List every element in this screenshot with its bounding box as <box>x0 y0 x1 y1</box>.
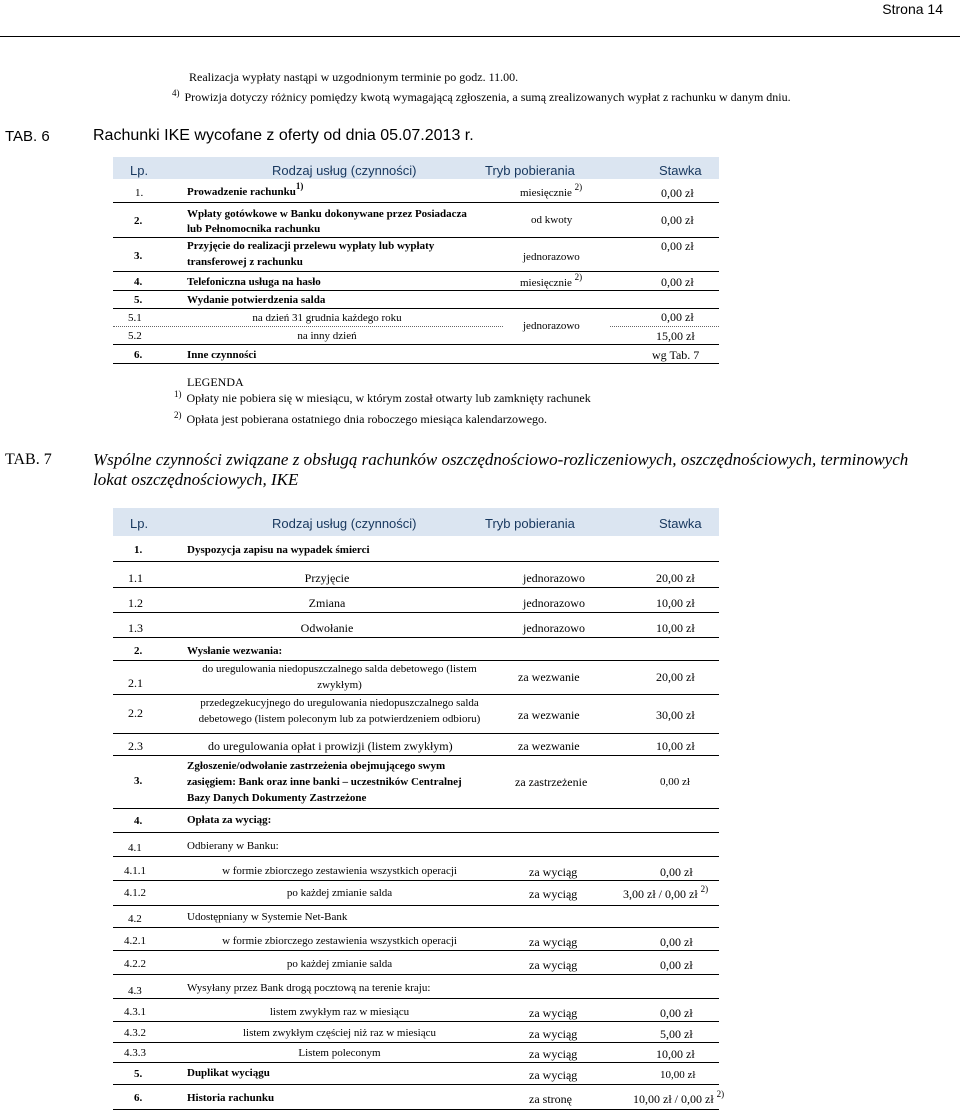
tab7-row-3-service-l3: Bazy Danych Dokumenty Zastrzeżone <box>187 792 367 804</box>
tab7-row-12-service: Zmiana <box>308 596 346 610</box>
tab7-row-43-service: Wysyłany przez Bank drogą pocztową na terenie kraju: <box>187 982 431 994</box>
tab7-row-5-mode: za wyciąg <box>529 1068 578 1082</box>
tab7-row-6-rate <box>633 1089 725 1106</box>
service-text: Prowadzenie rachunku <box>187 186 296 198</box>
tab7-row-6-mode: za stronę <box>529 1092 572 1106</box>
tab7-row-23-rate: 10,00 zł <box>656 739 695 753</box>
tab7-row-411-rate: 0,00 zł <box>660 865 693 879</box>
tab7-row-411-lp: 4.1.1 <box>124 865 146 877</box>
tab7-row-21-mode: za wezwanie <box>518 670 580 684</box>
tab7-row-42-lp: 4.2 <box>128 913 142 925</box>
tab7-row-433-lp: 4.3.3 <box>124 1047 146 1059</box>
tab7-row-6-service: Historia rachunku <box>187 1092 275 1104</box>
tab7-row-4-service: Opłata za wyciąg: <box>187 814 272 826</box>
tab7-row-412-mode: za wyciąg <box>529 887 578 901</box>
row-divider <box>113 694 719 695</box>
tab7-title: Wspólne czynności związane z obsługą rachunków oszczędnościowo-rozliczeniowych, oszczędnościowych, terminowych lokat oszczędnościowych, IKE <box>93 450 909 489</box>
legend-item-1 <box>174 389 591 405</box>
row-divider <box>113 1109 719 1110</box>
tab7-row-2-service: Wysłanie wezwania: <box>187 645 283 657</box>
tab7-row-433-service: Listem poleconym <box>298 1047 381 1059</box>
tab7-row-422-mode: za wyciąg <box>529 958 578 972</box>
row-divider <box>113 974 719 975</box>
row-divider <box>113 755 719 756</box>
row-divider <box>113 1084 719 1085</box>
tab7-row-431-rate: 0,00 zł <box>660 1006 693 1020</box>
tab7-row-13-mode: jednorazowo <box>523 621 585 635</box>
tab6-row6-service: Inne czynności <box>187 349 257 361</box>
tab6-row51-lp: 5.1 <box>128 312 142 324</box>
legend-item-2 <box>174 410 548 426</box>
row-divider <box>113 308 719 309</box>
tab7-row-433-mode: za wyciąg <box>529 1047 578 1061</box>
tab6-row6-lp: 6. <box>134 349 143 361</box>
tab6-row6-rate: wg Tab. 7 <box>652 348 700 362</box>
tab6-row1-service <box>187 181 304 198</box>
tab7-row-3-service-l2: zasięgiem: Bank oraz inne banki – uczestników Centralnej <box>187 776 462 788</box>
tab7-header-service: Rodzaj usług (czynności) <box>272 516 417 531</box>
tab6-row3-rate: 0,00 zł <box>661 239 694 253</box>
tab7-row-3-lp: 3. <box>134 775 143 787</box>
tab7-row-22-rate: 30,00 zł <box>656 708 695 722</box>
rate-text: 10,00 zł / 0,00 zł <box>633 1092 714 1106</box>
tab7-row-5-rate: 10,00 zł <box>660 1069 696 1081</box>
tab7-row-3-rate: 0,00 zł <box>660 776 690 788</box>
tab7-row-431-service: listem zwykłym raz w miesiącu <box>269 1006 410 1018</box>
tab7-row-21-lp: 2.1 <box>128 676 143 690</box>
tab7-row-41-lp: 4.1 <box>128 842 142 854</box>
tab7-row-4-lp: 4. <box>134 815 143 827</box>
tab7-row-432-mode: za wyciąg <box>529 1027 578 1041</box>
row-divider <box>113 880 719 881</box>
header-rule <box>0 36 960 37</box>
tab6-row52-lp: 5.2 <box>128 330 142 342</box>
row-divider <box>113 905 719 906</box>
tab7-row-412-service: po każdej zmianie salda <box>286 887 393 899</box>
tab7-row-11-mode: jednorazowo <box>523 571 585 585</box>
tab7-row-3-service-l1: Zgłoszenie/odwołanie zastrzeżenia obejmującego swym <box>187 760 446 772</box>
tab6-row3-service-l1: Przyjęcie do realizacji przelewu wypłaty lub wypłaty <box>187 240 435 252</box>
tab6-row2-mode: od kwoty <box>531 214 573 226</box>
tab7-row-422-rate: 0,00 zł <box>660 958 693 972</box>
tab7-row-43-lp: 4.3 <box>128 985 142 997</box>
mode-text: miesięcznie <box>520 187 572 199</box>
tab7-row-432-lp: 4.3.2 <box>124 1027 146 1039</box>
tab7-row-422-lp: 4.2.2 <box>124 958 146 970</box>
tab7-row-6-lp: 6. <box>134 1092 143 1104</box>
tab7-label: TAB. 7 <box>5 451 52 468</box>
tab6-row4-lp: 4. <box>134 276 143 288</box>
tab6-row2-lp: 2. <box>134 215 143 227</box>
row-divider <box>113 1062 719 1063</box>
tab7-row-432-rate: 5,00 zł <box>660 1027 693 1041</box>
tab7-row-21-rate: 20,00 zł <box>656 670 695 684</box>
tab6-header-service: Rodzaj usług (czynności) <box>272 163 417 178</box>
tab6-row51-service: na dzień 31 grudnia każdego roku <box>252 312 402 324</box>
row-divider <box>113 271 719 272</box>
row-divider <box>113 202 719 203</box>
row-divider <box>113 587 719 588</box>
tab7-row-22-lp: 2.2 <box>128 706 143 720</box>
tab7-row-23-mode: za wezwanie <box>518 739 580 753</box>
tab7-row-431-lp: 4.3.1 <box>124 1006 146 1018</box>
tab7-row-421-service: w formie zbiorczego zestawienia wszystkich operacji <box>222 935 457 947</box>
tab7-row-23-lp: 2.3 <box>128 739 143 753</box>
row-divider <box>113 950 719 951</box>
row-divider <box>113 733 719 734</box>
row-divider <box>113 290 719 291</box>
row-divider <box>113 808 719 809</box>
tab6-row2-rate: 0,00 zł <box>661 213 694 227</box>
footnote-ref: 1) <box>295 181 304 191</box>
tab6-row5x-mode: jednorazowo <box>523 320 580 332</box>
note-text: Prowizja dotyczy różnicy pomiędzy kwotą wymagającą zgłoszenia, a sumą zrealizowanych wypłat z rachunku w danym dniu. <box>184 90 791 104</box>
tab7-row-11-service: Przyjęcie <box>304 571 350 585</box>
legend-num: 2) <box>174 410 182 420</box>
tab7-row-23-service: do uregulowania opłat i prowizji (listem zwykłym) <box>208 739 453 753</box>
tab6-row2-service-l2: lub Pełnomocnika rachunku <box>187 223 321 235</box>
page-number: Strona 14 <box>882 1 943 17</box>
tab6-row52-rate: 15,00 zł <box>656 329 695 343</box>
tab7-row-5-lp: 5. <box>134 1068 143 1080</box>
tab6-row4-service: Telefoniczna usługa na hasło <box>187 276 321 288</box>
tab7-row-412-rate <box>623 884 709 901</box>
tab7-row-22-service-l2: debetowego (listem poleconym lub za potwierdzeniem odbioru) <box>198 713 481 725</box>
tab7-row-12-rate: 10,00 zł <box>656 596 695 610</box>
row-divider <box>113 637 719 638</box>
tab7-row-11-rate: 20,00 zł <box>656 571 695 585</box>
row-divider <box>113 998 719 999</box>
row-divider <box>610 326 719 327</box>
row-divider <box>113 832 719 833</box>
tab7-row-411-mode: za wyciąg <box>529 865 578 879</box>
tab7-row-12-lp: 1.2 <box>128 596 143 610</box>
tab6-row5-service: Wydanie potwierdzenia salda <box>187 294 326 306</box>
legend-text: Opłata jest pobierana ostatniego dnia roboczego miesiąca kalendarzowego. <box>186 412 548 426</box>
row-divider <box>113 612 719 613</box>
footnote-ref: 2) <box>574 272 583 282</box>
tab7-row-411-service: w formie zbiorczego zestawienia wszystkich operacji <box>222 865 457 877</box>
tab7-row-432-service: listem zwykłym częściej niż raz w miesiącu <box>242 1027 437 1039</box>
tab7-row-13-rate: 10,00 zł <box>656 621 695 635</box>
row-divider <box>113 237 719 238</box>
tab7-row-422-service: po każdej zmianie salda <box>286 958 393 970</box>
tab6-label: TAB. 6 <box>5 128 50 145</box>
legend-text: Opłaty nie pobiera się w miesiącu, w którym został otwarty lub zamknięty rachunek <box>186 391 591 405</box>
tab6-row4-mode <box>520 272 583 289</box>
tab7-row-5-service: Duplikat wyciągu <box>187 1067 270 1079</box>
row-divider <box>113 856 719 857</box>
tab7-row-11-lp: 1.1 <box>128 571 143 585</box>
tab6-row3-mode: jednorazowo <box>523 251 580 263</box>
tab6-row52-service: na inny dzień <box>297 330 357 342</box>
tab7-row-2-lp: 2. <box>134 645 143 657</box>
page-header <box>0 0 960 40</box>
tab6-header-rate: Stawka <box>659 163 702 178</box>
row-divider <box>113 660 719 661</box>
tab6-row1-mode <box>520 182 583 199</box>
rate-text: 3,00 zł / 0,00 zł <box>623 887 698 901</box>
footnote-ref: 2) <box>574 182 583 192</box>
tab7-row-3-mode: za zastrzeżenie <box>515 775 588 789</box>
tab6-header-lp: Lp. <box>130 163 149 178</box>
intro-note-2 <box>172 88 791 104</box>
tab7-row-1-service: Dyspozycja zapisu na wypadek śmierci <box>187 544 370 556</box>
tab7-row-13-lp: 1.3 <box>128 621 143 635</box>
note-number: 4) <box>172 88 180 98</box>
tab6-row3-lp: 3. <box>134 250 143 262</box>
tab7-row-22-service-l1: przedegzekucyjnego do uregulowania niedopuszczalnego salda <box>200 697 479 709</box>
tab6-row4-rate: 0,00 zł <box>661 275 694 289</box>
tab7-header-rate: Stawka <box>659 516 702 531</box>
footnote-ref: 2) <box>716 1089 725 1099</box>
tab6-row3-service-l2: transferowej z rachunku <box>187 256 303 268</box>
tab7-row-421-rate: 0,00 zł <box>660 935 693 949</box>
tab7-row-13-service: Odwołanie <box>300 621 354 635</box>
tab7-header-mode: Tryb pobierania <box>485 516 575 531</box>
tab6-row1-lp: 1. <box>135 187 144 199</box>
tab7-row-421-mode: za wyciąg <box>529 935 578 949</box>
row-divider <box>113 1021 719 1022</box>
tab6-title: Rachunki IKE wycofane z oferty od dnia 05.07.2013 r. <box>93 127 474 144</box>
tab6-row5-lp: 5. <box>134 294 143 306</box>
tab7-row-433-rate: 10,00 zł <box>656 1047 695 1061</box>
tab7-row-431-mode: za wyciąg <box>529 1006 578 1020</box>
tab7-row-22-mode: za wezwanie <box>518 708 580 722</box>
tab6-row2-service-l1: Wpłaty gotówkowe w Banku dokonywane przez Posiadacza <box>187 208 467 220</box>
tab7-row-21-service-l1: do uregulowania niedopuszczalnego salda debetowego (listem <box>202 663 477 675</box>
tab7-row-41-service: Odbierany w Banku: <box>187 840 279 852</box>
mode-text: miesięcznie <box>520 277 572 289</box>
tab7-row-421-lp: 4.2.1 <box>124 935 146 947</box>
tab6-row51-rate: 0,00 zł <box>661 310 694 324</box>
tab7-row-42-service: Udostępniany w Systemie Net-Bank <box>187 911 348 923</box>
footnote-ref: 2) <box>700 884 709 894</box>
tab7-row-412-lp: 4.1.2 <box>124 887 146 899</box>
row-divider <box>113 344 719 345</box>
legend-title: LEGENDA <box>187 375 244 389</box>
row-divider <box>113 561 719 562</box>
row-divider <box>113 1042 719 1043</box>
row-divider <box>113 326 503 327</box>
intro-line-1: Realizacja wypłaty nastąpi w uzgodnionym terminie po godz. 11.00. <box>189 70 519 84</box>
tab7-header-lp: Lp. <box>130 516 149 531</box>
tab7-row-12-mode: jednorazowo <box>523 596 585 610</box>
row-divider <box>113 927 719 928</box>
tab6-header-mode: Tryb pobierania <box>485 163 575 178</box>
legend-num: 1) <box>174 389 182 399</box>
tab7-row-21-service-l2: zwykłym) <box>317 679 362 691</box>
tab7-row-1-lp: 1. <box>134 544 143 556</box>
row-divider <box>113 363 719 364</box>
tab6-row1-rate: 0,00 zł <box>661 186 694 200</box>
